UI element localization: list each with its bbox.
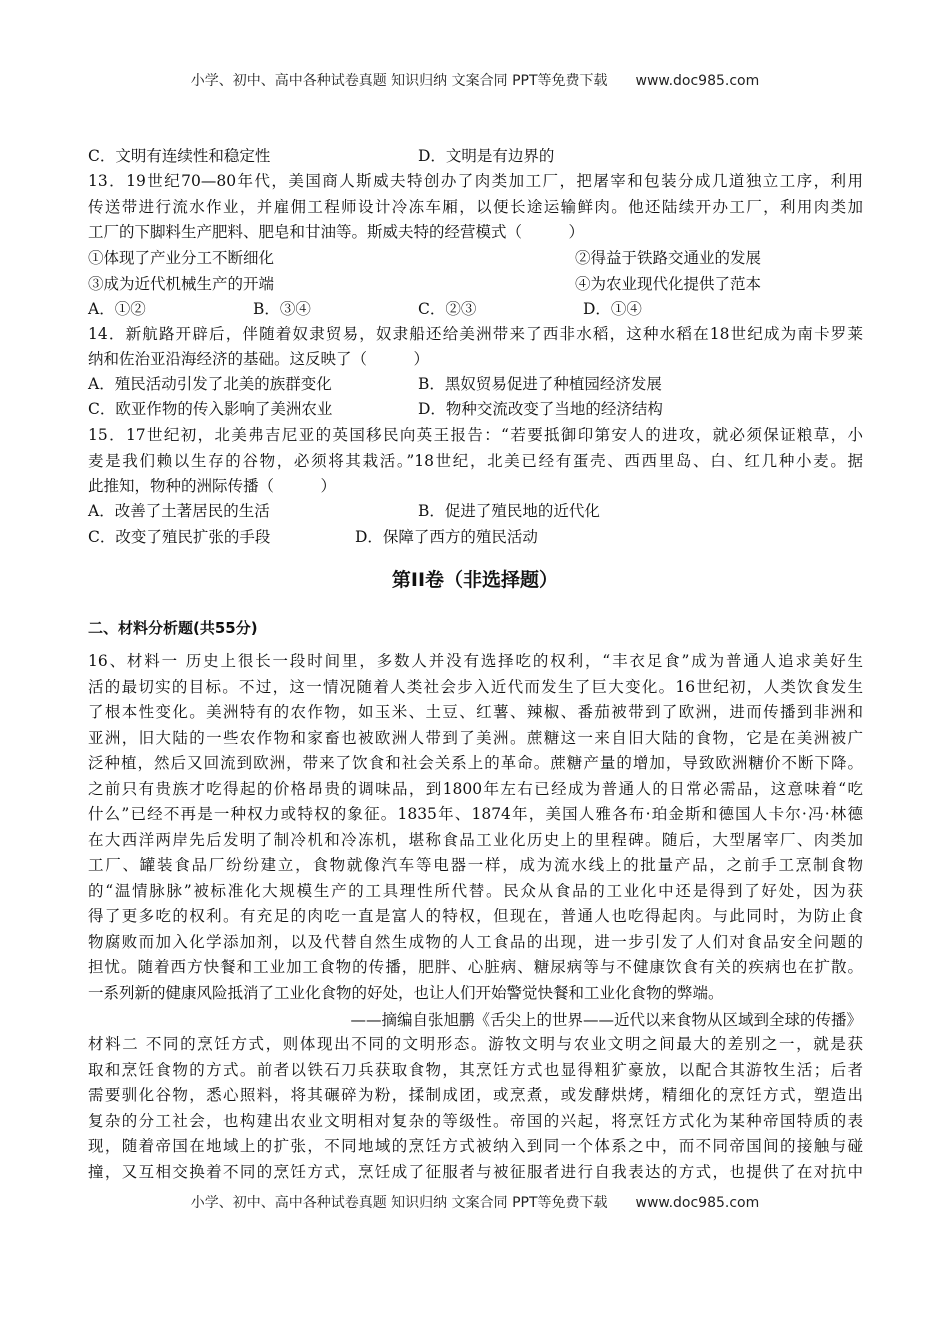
q13-option-c: C．②③: [418, 300, 477, 318]
q13-options: [88, 299, 863, 319]
q16-text-line: 了根本性变化。美洲特有的农作物，如玉米、土豆、红薯、辣椒、番茄被带到了欧洲，进而传播到非洲和: [88, 703, 863, 721]
footer-text: 小学、初中、高中各种试卷真题 知识归纳 文案合同 PPT等免费下载: [190, 1195, 608, 1211]
q16-text-line: 16、材料一 历史上很长一段时间里，多数人并没有选择吃的权利，“丰衣足食”成为普通人追求美好生: [88, 652, 863, 670]
q13-items-row: [88, 248, 863, 268]
q16-text-line: 泛种植，然后又回流到欧洲，带来了饮食和社会关系上的革命。蔗糖产量的增加，导致欧洲糖价不断下降。: [88, 754, 863, 772]
q13-line: 工厂的下脚料生产肥料、肥皂和甘油等。斯威夫特的经营模式（ ）: [88, 223, 585, 241]
q16-text-line: 现，随着帝国在地域上的扩张，不同地域的烹饪方式被纳入到同一个体系之中，而不同帝国间的接触与碰: [88, 1137, 863, 1155]
q15-option-c: C．改变了殖民扩张的手段: [88, 528, 271, 546]
q13-line: 13．19世纪70—80年代，美国商人斯威夫特创办了肉类加工厂，把屠宰和包装分成几道独立工序，利用: [88, 172, 863, 190]
q16-text-line: 什么”已经不再是一种权力或特权的象征。1835年、1874年，美国人雅各布·珀金斯和德国人卡尔·冯·林德: [88, 805, 863, 823]
q13-option-a: A．①②: [88, 300, 146, 318]
q16-text-line: 一系列新的健康风险抵消了工业化食物的好处，也让人们开始警觉快餐和工业化食物的弊端。: [88, 983, 724, 1002]
q16-text-line: 的“温情脉脉”被标准化大规模生产的工具理性所代替。民众从食品的工业化中还是得到了好处，因为获: [88, 881, 863, 900]
q16-text-line: 材料二 不同的烹饪方式，则体现出不同的文明形态。游牧文明与农业文明之间最大的差别之一，就是获: [88, 1035, 863, 1053]
header-site-link[interactable]: www.doc985.com: [635, 73, 760, 89]
q15-option-b: B．促进了殖民地的近代化: [418, 502, 600, 520]
q13-option-b: B．③④: [253, 300, 311, 318]
q16-text-line: 担忧。随着西方快餐和工业加工食物的传播，肥胖、心脏病、糖尿病等与不健康饮食有关的疾病也在扩散。: [88, 958, 863, 976]
q14-option-d: D．物种交流改变了当地的经济结构: [418, 400, 663, 418]
q16-text-line: 之前只有贵族才吃得起的价格昂贵的调味品，到1800年左右已经成为普通人的日常必需品，这意味着“吃: [88, 779, 863, 798]
q12-options: [88, 146, 863, 166]
q16-text-line: 需要驯化谷物，悉心照料，将其碾碎为粉，揉制成团，或烹煮，或发酵烘烤，精细化的烹饪方式，塑造出: [88, 1086, 863, 1104]
q14-options: [88, 399, 863, 419]
section-title: 二、材料分析题(共55分): [88, 619, 258, 637]
q12-option-c: C．文明有连续性和稳定性: [88, 147, 271, 165]
q16-citation: ——摘编自张旭鹏《舌尖上的世界——近代以来食物从区域到全球的传播》: [350, 1011, 862, 1029]
q16-text-line: 取和烹饪食物的方式。前者以铁石刀兵获取食物，其烹饪方式也显得粗犷豪放，以配合其游牧生活；后者: [88, 1060, 863, 1079]
q16-text-line: 撞，又互相交换着不同的烹饪方式，烹饪成了征服者与被征服者进行自我表达的方式，也提供了在对抗中: [88, 1162, 863, 1181]
q13-option-d: D．①④: [583, 300, 642, 318]
q16-text-line: 亚洲，旧大陆的一些农作物和家畜也被欧洲人带到了美洲。蔗糖这一来自旧大陆的食物，它是在美洲被广: [88, 728, 863, 747]
header-text: 小学、初中、高中各种试卷真题 知识归纳 文案合同 PPT等免费下载: [190, 73, 608, 89]
q14-option-b: B．黑奴贸易促进了种植园经济发展: [418, 375, 662, 393]
q16-text-line: 复杂的分工社会，也构建出农业文明相对复杂的等级性。帝国的兴起，将烹饪方式化为某种帝国特质的表: [88, 1111, 863, 1130]
page-header: [0, 70, 950, 90]
q16-text-line: 工厂、罐装食品厂纷纷建立，食物就像汽车等电器一样，成为流水线上的批量产品，之前手工烹制食物: [88, 856, 863, 874]
q14-line: 14．新航路开辟后，伴随着奴隶贸易，奴隶船还给美洲带来了西非水稻，这种水稻在18世纪成为南卡罗莱: [88, 325, 863, 343]
q16-text-line: 活的最切实的目标。不过，这一情况随着人类社会步入近代而发生了巨大变化。16世纪初，人类饮食发生: [88, 677, 863, 696]
q14-line: 纳和佐治亚沿海经济的基础。这反映了（ ）: [88, 350, 430, 368]
part2-title: 第II卷（非选择题）: [391, 569, 559, 591]
q15-options: [88, 527, 863, 547]
q13-item: ①体现了产业分工不断细化: [88, 249, 275, 267]
footer-site-link[interactable]: www.doc985.com: [635, 1195, 760, 1211]
q13-item: ④为农业现代化提供了范本: [575, 275, 762, 293]
q13-item: ③成为近代机械生产的开端: [88, 275, 275, 293]
q14-option-c: C．欧亚作物的传入影响了美洲农业: [88, 400, 333, 418]
q15-line: 15．17世纪初，北美弗吉尼亚的英国移民向英王报告：“若要抵御印第安人的进攻，就必须保证粮草，小: [88, 426, 863, 444]
q16-text-line: 在大西洋两岸先后发明了制冷机和冷冻机，堪称食品工业化历史上的里程碑。随后，大型屠宰厂、肉类加: [88, 830, 863, 849]
q12-option-d: D．文明是有边界的: [418, 147, 555, 165]
page-footer: [0, 1192, 950, 1212]
q14-options: [88, 374, 863, 394]
q15-option-d: D．保障了西方的殖民活动: [355, 528, 538, 546]
q13-items-row: [88, 274, 863, 294]
q15-options: [88, 501, 863, 521]
q14-option-a: A．殖民活动引发了北美的族群变化: [88, 375, 332, 393]
q15-line: 麦是我们赖以生存的谷物，必须将其栽活。”18世纪，北美已经有蛋壳、西西里岛、白、红几种小麦。据: [88, 452, 863, 470]
q13-item: ②得益于铁路交通业的发展: [575, 249, 762, 267]
q13-line: 传送带进行流水作业，并雇佣工程师设计冷冻车厢，以便长途运输鲜肉。他还陆续开办工厂，利用肉类加: [88, 198, 863, 216]
q15-line: 此推知，物种的洲际传播（ ）: [88, 477, 337, 495]
q15-option-a: A．改善了土著居民的生活: [88, 502, 270, 520]
q16-text-line: 得了更多吃的权利。有充足的肉吃一直是富人的特权，但现在，普通人也吃得起肉。与此同时，为防止食: [88, 907, 863, 925]
q16-text-line: 物腐败而加入化学添加剂，以及代替自然生成物的人工食品的出现，进一步引发了人们对食品安全问题的: [88, 932, 863, 951]
